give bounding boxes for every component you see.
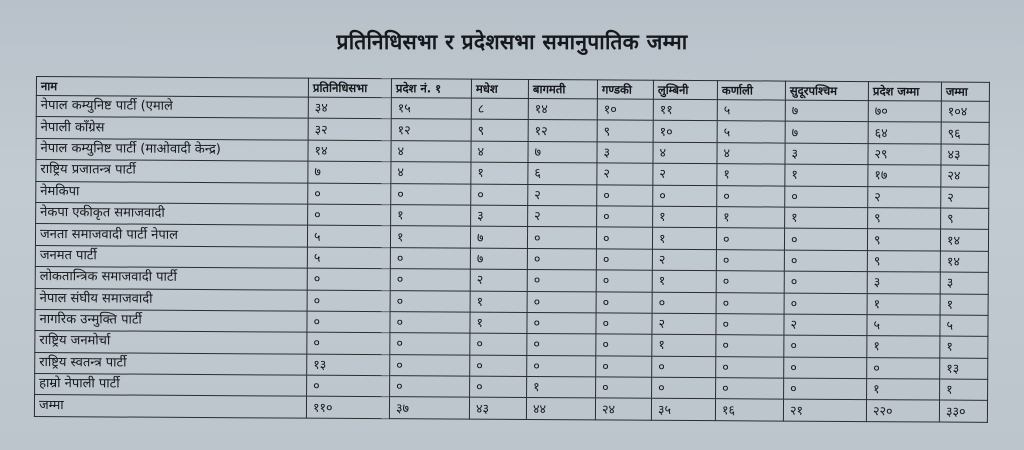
seat-count-cell: ० [784,228,867,250]
seat-count-cell: १२ [391,119,471,141]
seat-count-cell: ० [596,313,652,335]
seat-count-cell: १५ [391,98,471,120]
seat-count-cell: १४ [528,99,597,121]
seat-count-cell: ० [784,378,867,400]
seat-count-cell: ३५ [651,399,715,421]
seat-count-cell: १ [471,162,528,184]
seat-count-cell: ० [596,249,652,271]
seat-count-cell: ० [307,375,390,397]
seat-count-cell: ७ [785,100,868,122]
seat-count-cell: ० [527,334,596,356]
seat-count-cell: ० [390,290,470,312]
seat-count-cell: ३२ [308,119,391,141]
seat-count-cell: ३ [867,272,940,294]
seat-count-cell: २ [784,314,867,336]
seat-count-cell: १७ [868,165,941,187]
seat-count-cell: ९ [597,120,653,142]
seat-count-cell: ३७ [389,397,469,419]
seat-count-cell: ९ [941,208,989,230]
column-header: प्रदेश जम्मा [868,82,941,101]
seat-count-cell: १ [717,164,785,186]
seat-count-cell: ० [716,314,784,336]
seat-count-cell: १४ [940,229,988,251]
seat-count-cell: ५ [717,100,785,122]
seat-count-cell: १ [940,294,988,316]
seat-count-cell: ० [717,185,785,207]
party-name-cell: नागरिक उन्मुक्ति पार्टी [35,309,307,332]
seat-count-cell: ० [716,356,784,378]
party-name-cell: जनता समाजवादी पार्टी नेपाल [35,224,307,247]
seat-count-cell: ० [596,356,652,378]
seat-count-cell: १ [527,377,596,399]
page-title: प्रतिनिधिसभा र प्रदेशसभा समानुपातिक जम्मा [336,30,688,54]
seat-count-cell: १ [867,293,940,315]
seat-count-cell: ४४ [526,398,595,420]
seat-count-cell: ० [716,249,784,271]
party-name-cell: हाम्रो नेपाली पार्टी [35,374,307,397]
party-name-cell: नेपाल कम्युनिष्ट पार्टी (एमाले [36,96,308,119]
seat-count-cell: ४ [391,140,471,162]
seat-count-cell: ३४ [308,97,391,119]
column-header: प्रदेश नं. १ [391,79,471,98]
seat-count-cell: ० [390,269,470,291]
seat-count-cell: १६ [715,399,783,421]
seat-count-cell: ० [527,248,596,270]
seat-count-cell: ० [784,357,867,379]
party-name-cell: जनमत पार्टी [35,245,307,268]
seat-count-cell: १४ [940,251,988,273]
seat-count-cell: ० [527,270,596,292]
seat-count-cell: १ [867,336,940,358]
seat-count-cell: ० [308,204,391,226]
seat-count-cell: ७ [470,227,527,249]
seat-count-cell: ० [307,290,390,312]
seat-count-cell: ० [390,333,470,355]
seat-count-cell: १ [652,270,716,292]
seat-count-cell: ० [784,293,867,315]
seat-count-cell: २४ [941,165,989,187]
seat-count-cell: ० [307,332,390,354]
seat-count-cell: २ [941,187,989,209]
seat-count-cell: ४ [471,141,528,163]
seat-count-cell: ३ [785,143,868,165]
column-header: जम्मा [941,82,989,101]
total-row [34,395,987,422]
seat-count-cell: ० [596,334,652,356]
seat-count-cell: ० [391,183,471,205]
seat-count-cell: ० [390,354,470,376]
seat-count-cell: १ [470,312,527,334]
seat-count-cell: ० [470,376,527,398]
column-header: लुम्बिनी [653,80,717,99]
seat-count-cell: ७ [308,161,391,183]
seat-count-cell: ० [527,312,596,334]
seat-count-cell: ५ [307,226,390,248]
seat-count-cell: १ [653,206,717,228]
seat-count-cell: २ [652,249,716,271]
seat-count-cell: ० [596,291,652,313]
seat-count-cell: २ [528,184,597,206]
seat-count-cell: ० [653,185,717,207]
seat-count-cell: ११० [306,397,389,419]
column-header: मधेश [471,79,528,98]
seat-count-cell: २ [868,186,941,208]
seat-count-cell: ० [470,355,527,377]
seat-count-cell: ४ [717,142,785,164]
seat-count-cell: १ [390,226,470,248]
seat-count-cell: ५ [307,247,390,269]
seat-count-cell: ० [308,183,391,205]
table-body [34,96,989,423]
seat-count-cell: १४ [308,140,391,162]
seat-count-cell: ३३० [939,400,987,422]
party-name-cell: राष्ट्रिय स्वतन्त्र पार्टी [35,352,307,375]
seat-count-cell: ० [596,227,652,249]
seat-count-cell: ४३ [941,144,989,166]
seat-count-cell: २ [652,313,716,335]
seat-count-cell: ० [784,250,867,272]
seat-count-cell: ९ [471,120,528,142]
seat-count-cell: ० [307,268,390,290]
seat-count-cell: ० [716,292,784,314]
seat-count-cell: २ [528,205,597,227]
seat-count-cell: ० [716,335,784,357]
party-name-cell: लोकतान्त्रिक समाजवादी पार्टी [35,267,307,290]
seat-count-cell: १० [597,99,653,121]
seat-count-cell: ८ [471,98,528,120]
party-name-cell: नेपाल संघीय समाजवादी [35,288,307,311]
seat-count-cell: १ [785,207,868,229]
seat-count-cell: ० [652,292,716,314]
results-table [34,76,990,423]
seat-count-cell: ३ [471,205,528,227]
seat-count-cell: ० [596,377,652,399]
seat-count-cell: ० [597,184,653,206]
seat-count-cell: २४ [595,398,651,420]
seat-count-cell: ५ [717,121,785,143]
seat-count-cell: ० [716,378,784,400]
seat-count-cell: ० [470,333,527,355]
seat-count-cell: २ [470,269,527,291]
seat-count-cell: ४३ [469,398,526,420]
seat-count-cell: १३ [940,358,988,380]
seat-count-cell: ० [867,357,940,379]
seat-count-cell: ० [390,247,470,269]
seat-count-cell: ० [527,291,596,313]
results-table-sheet [34,76,990,423]
seat-count-cell: ९ [867,229,940,251]
seat-count-cell: ० [527,227,596,249]
party-name-cell: राष्ट्रिय प्रजातन्त्र पार्टी [36,160,308,183]
seat-count-cell: ० [596,270,652,292]
seat-count-cell: ११ [653,99,717,121]
seat-count-cell: ४ [391,162,471,184]
column-header: कर्णाली [717,81,785,100]
party-name-cell: नेपाली काँग्रेस [36,117,308,140]
seat-count-cell: ६ [528,163,597,185]
seat-count-cell: ४ [653,142,717,164]
column-header: गण्डकी [597,80,653,99]
seat-count-cell: ० [471,184,528,206]
seat-count-cell: ५ [940,315,988,337]
party-name-cell: राष्ट्रिय जनमोर्चा [35,331,307,354]
seat-count-cell: ५ [867,314,940,336]
column-header: नाम [36,77,308,98]
seat-count-cell: १ [470,291,527,313]
seat-count-cell: २१ [783,400,866,422]
seat-count-cell: २२० [866,400,939,422]
seat-count-cell: १ [940,336,988,358]
column-header: बागमती [528,80,597,99]
column-header: सुदूरपश्चिम [785,81,868,101]
party-name-cell: नेपाल कम्युनिष्ट पार्टी (माओवादी केन्द्र) [36,138,308,161]
seat-count-cell: ९ [868,208,941,230]
seat-count-cell: ० [716,271,784,293]
seat-count-cell: १ [785,164,868,186]
seat-count-cell: ३ [597,142,653,164]
seat-count-cell: ० [597,206,653,228]
seat-count-cell: ७ [528,141,597,163]
seat-count-cell: ९६ [941,122,989,144]
seat-count-cell: ० [716,228,784,250]
seat-count-cell: १ [652,335,716,357]
seat-count-cell: ७ [470,248,527,270]
party-name-cell: नेमकिपा [36,181,308,204]
party-name-cell: नेकपा एकीकृत समाजवादी [36,202,308,225]
seat-count-cell: २९ [868,143,941,165]
seat-count-cell: ० [652,377,716,399]
seat-count-cell: ० [390,312,470,334]
seat-count-cell: १३ [307,354,390,376]
seat-count-cell: १ [391,205,471,227]
seat-count-cell: ० [307,311,390,333]
seat-count-cell: १ [867,379,940,401]
seat-count-cell: ० [784,335,867,357]
seat-count-cell: ० [527,355,596,377]
seat-count-cell: ० [652,356,716,378]
seat-count-cell: ७ [785,121,868,143]
seat-count-cell: ६४ [868,122,941,144]
seat-count-cell: १० [653,121,717,143]
seat-count-cell: २ [653,163,717,185]
column-header: प्रतिनिधिसभा [308,78,391,98]
seat-count-cell: ३ [940,272,988,294]
seat-count-cell: ९ [867,250,940,272]
party-name-cell: जम्मा [34,395,306,418]
seat-count-cell: १२ [528,120,597,142]
seat-count-cell: १ [940,379,988,401]
seat-count-cell: १ [717,207,785,229]
seat-count-cell: ० [784,271,867,293]
seat-count-cell: १०४ [941,101,989,123]
seat-count-cell: २ [597,163,653,185]
seat-count-cell: ७० [868,101,941,123]
seat-count-cell: ० [390,376,470,398]
seat-count-cell: १ [652,228,716,250]
seat-count-cell: ० [785,186,868,208]
